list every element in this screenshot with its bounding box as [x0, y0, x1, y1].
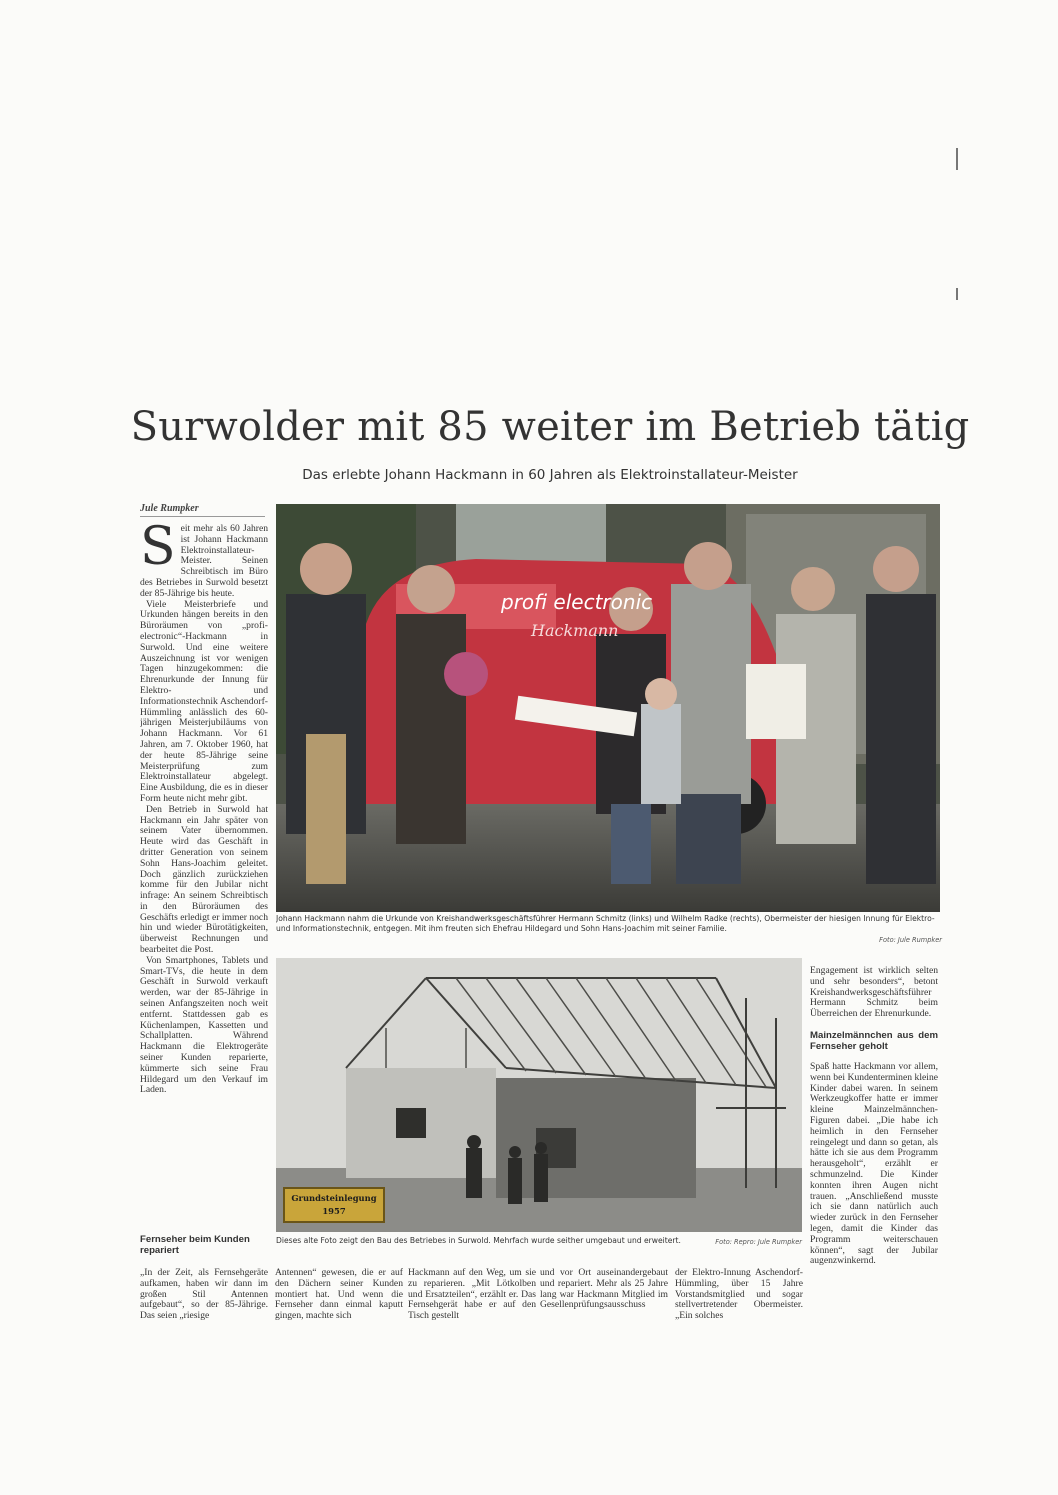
section-subhead: Mainzelmännchen aus dem Fernseher geholt	[810, 1029, 938, 1052]
photo-stamp-label	[283, 1187, 385, 1223]
van-name-text: Hackmann	[531, 621, 619, 640]
paragraph: Spaß hatte Hackmann vor allem, wenn bei Kundenterminen kleine Kinder dabei waren. In seinem Werkzeugkoffer hatte er immer kleine Mainzelmännchen-Figuren dabei. „Die habe ich heimlich in den Fernseher reingelegt und dann so getan, als hätte ich sie aus dem Programm herausgeholt“, erzählt er schmunzelnd. Die Kinder konnten ihren Augen nicht trauen. „Anschließend musste ich sie dann natürlich auch wieder zurück in den Fernseher legen, damit die Kinder das Programm weiterschauen können“, sagt der Jubilar augenzwinkernd.	[810, 1060, 938, 1267]
van-logo-text: profi electronic	[501, 590, 653, 614]
article-column-bottom-1: „In der Zeit, als Fernsehgeräte aufkamen, haben wir dann im großen Stil Antennen aufgebaut“, so der 85-Jährige. Das seien „riesige	[140, 1268, 268, 1322]
photo-illustration	[276, 504, 940, 912]
paragraph: Den Betrieb in Surwold hat Hackmann ein Jahr später von seinem Vater übernommen. Heute wird das Geschäft in dritter Generation von seinem Sohn Hans-Joachim geleitet. Doch gänzlich zurückziehen komme für den Jubilar nicht infrage: An seinem Schreibtisch in den Büroräumen des Geschäfts erledigt er immer noch hin und wieder Bürotätigkeiten, überweist Rechnungen und bearbeitet die Post.	[140, 803, 268, 956]
paragraph: eit mehr als 60 Jahren ist Johann Hackmann Elektroinstallateur-Meister. Seinen Schreibtisch im Büro des Betriebes in Surwold besetzt der 85-Jährige bis heute.	[140, 524, 268, 599]
stamp-year: 1957	[322, 1206, 346, 1216]
dropcap: S	[140, 524, 176, 577]
paragraph: Viele Meisterbriefe und Urkunden hängen bereits in den Büroräumen von „profi-electronic“-Hackmann in Surwold. Und eine weitere Auszeichnung ist vor wenigen Tagen hinzugekommen: die Ehrenurkunde der Innung für Elektro- und Informationstechnik Aschendorf-Hümmling anlässlich des 60-jährigen Meisterjubiläums von Johann Hackmann. Vor 61 Jahren, am 7. Oktober 1960, hat der heute 85-Jährige seine Meisterprüfung zum Elektroinstallateur abgelegt. Eine Ausbildung, die es in dieser Form heute nicht mehr gibt.	[140, 598, 268, 804]
paragraph: Von Smartphones, Tablets und Smart-TVs, die heute in dem Geschäft in Surwold verkauft werden, war der 85-Jährige in seinen Anfangszeiten noch weit entfernt. Stattdessen gab es Küchenlampen, Kassetten und Schallplatten. Während Hackmann die Elektrogeräte seiner Kunden reparierte, kümmerte sich seine Frau Hildegard um den Verkauf im Laden.	[140, 954, 268, 1096]
photo-credit: Foto: Jule Rumpker	[879, 936, 942, 944]
article-column-left	[140, 524, 268, 1231]
paragraph: Engagement ist wirklich selten und sehr besonders“, betont Kreishandwerksgeschäftsführer Hermann Schmitz beim Überreichen der Ehrenurkunde.	[810, 966, 938, 1020]
photo-credit: Foto: Repro: Jule Rumpker	[715, 1238, 802, 1246]
article-column-bottom-5: der Elektro-Innung Aschendorf-Hümmling, über 15 Jahre Vorstandsmitglied und sogar stellvertretender Obermeister. „Ein solches	[675, 1268, 803, 1322]
scan-edge-mark	[956, 148, 958, 170]
photo-award-ceremony	[276, 504, 940, 912]
subtitle: Das erlebte Johann Hackmann in 60 Jahren als Elektroinstallateur-Meister	[302, 467, 798, 483]
author-byline: Jule Rumpker	[140, 503, 199, 514]
page-title: Surwolder mit 85 weiter im Betrieb tätig	[130, 404, 970, 450]
article-column-bottom-3: Hackmann auf den Weg, um sie zu reparieren. „Mit Lötkolben und Ersatzteilen“, erzählt er. Das Fernsehgerät habe er auf den Tisch gestellt	[408, 1268, 536, 1322]
stamp-line: Grundsteinlegung	[291, 1193, 377, 1203]
article-column-bottom-2: Antennen“ gewesen, die er auf den Dächern seiner Kunden montiert hat. Und wenn die Fernseher dann einmal kaputt gingen, machte sich	[275, 1268, 403, 1322]
article-column-bottom-4: und vor Ort auseinandergebaut und repariert. Mehr als 25 Jahre lang war Hackmann Mitglied im Gesellenprüfungsausschuss	[540, 1268, 668, 1311]
photo-caption: Dieses alte Foto zeigt den Bau des Betriebes in Surwold. Mehrfach wurde seither umgebaut und erweitert.	[276, 1236, 681, 1245]
photo-caption: Johann Hackmann nahm die Urkunde von Kreishandwerksgeschäftsführer Hermann Schmitz (links) und Wilhelm Radke (rechts), Obermeister der hiesigen Innung für Elektro- und Informationstechnik, entgegen. Mit ihm freuten sich Ehefrau Hildegard und Sohn Hans-Joachim mit seiner Familie.	[276, 914, 935, 933]
section-subhead: Fernseher beim Kunden repariert	[140, 1234, 250, 1256]
byline-rule	[140, 516, 265, 517]
scan-edge-mark	[956, 288, 958, 300]
article-column-right	[810, 966, 938, 1328]
